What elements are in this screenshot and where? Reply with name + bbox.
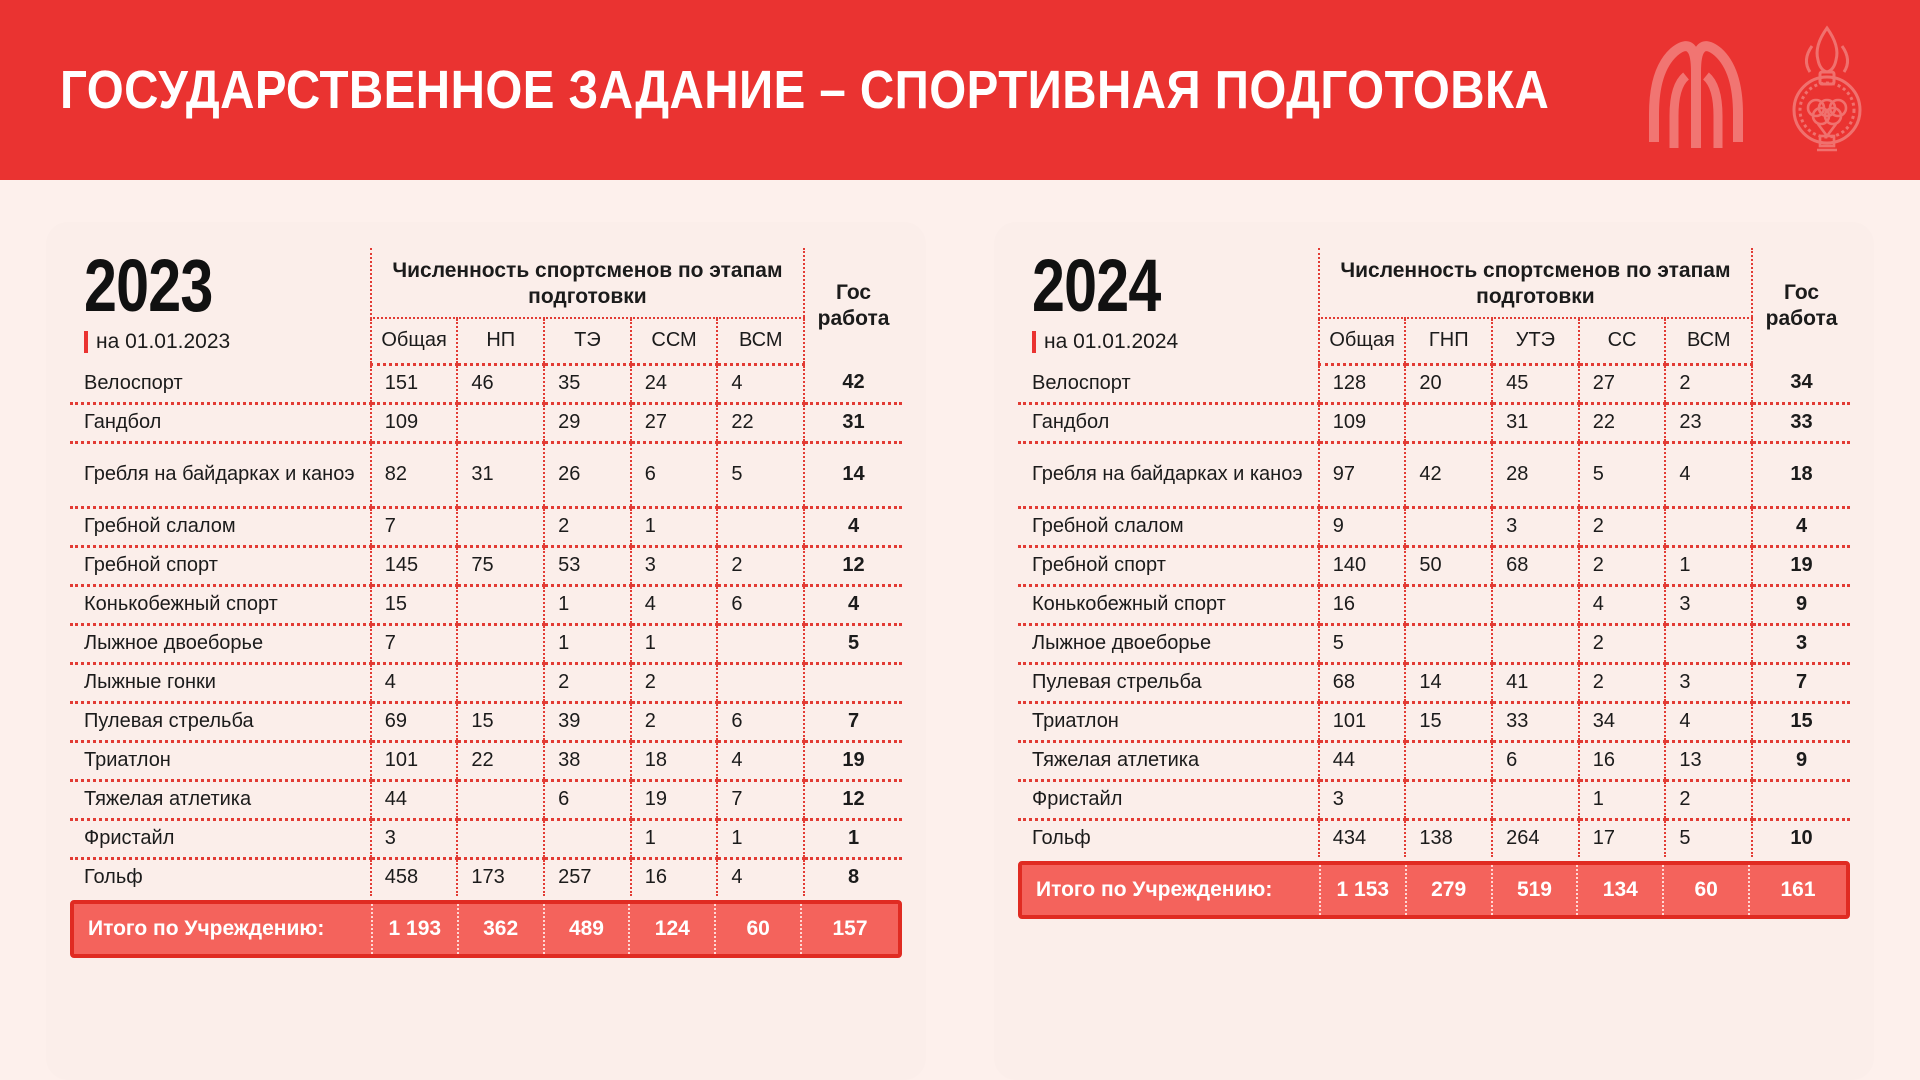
cell-2: 68 — [1492, 546, 1579, 585]
cell-2: 39 — [544, 702, 631, 741]
sport-name: Триатлон — [70, 741, 371, 780]
sport-name: Лыжные гонки — [70, 663, 371, 702]
accent-bar-icon — [1032, 331, 1036, 353]
table-head — [70, 244, 902, 364]
cell-2: 257 — [544, 858, 631, 896]
sport-name: Пулевая стрельба — [1018, 663, 1319, 702]
cell-4: 2 — [1665, 780, 1752, 819]
cell-1 — [1405, 585, 1492, 624]
cell-1 — [457, 819, 544, 858]
table-body-2023 — [70, 364, 902, 896]
total-gos: 161 — [1749, 865, 1846, 915]
sport-name: Гандбол — [70, 403, 371, 442]
cell-0: 7 — [371, 624, 458, 663]
cell-2 — [1492, 780, 1579, 819]
cell-3: 18 — [631, 741, 718, 780]
cell-2: 28 — [1492, 442, 1579, 507]
col-header-1: ГНП — [1405, 318, 1492, 364]
cell-4: 4 — [717, 741, 804, 780]
cell-2: 1 — [544, 624, 631, 663]
cell-4: 4 — [1665, 702, 1752, 741]
sport-name: Гребной слалом — [70, 507, 371, 546]
cell-3: 2 — [1579, 624, 1666, 663]
cell-0: 3 — [371, 819, 458, 858]
cell-1 — [1405, 403, 1492, 442]
sport-name: Велоспорт — [70, 364, 371, 403]
cell-1 — [457, 585, 544, 624]
cell-3: 16 — [631, 858, 718, 896]
cell-3: 1 — [1579, 780, 1666, 819]
cell-gos: 34 — [1752, 364, 1850, 403]
cell-1 — [457, 624, 544, 663]
cell-4 — [717, 624, 804, 663]
cell-4: 4 — [1665, 442, 1752, 507]
total-value-2: 489 — [544, 904, 630, 954]
cell-3: 1 — [631, 819, 718, 858]
page-title: ГОСУДАРСТВЕННОЕ ЗАДАНИЕ – СПОРТИВНАЯ ПОДГОТОВКА — [60, 60, 1550, 120]
cell-3: 17 — [1579, 819, 1666, 857]
cell-4: 4 — [717, 364, 804, 403]
cell-4 — [717, 507, 804, 546]
cell-1: 14 — [1405, 663, 1492, 702]
cell-1 — [457, 507, 544, 546]
sport-name: Конькобежный спорт — [1018, 585, 1319, 624]
cell-1: 31 — [457, 442, 544, 507]
table-head — [1018, 244, 1850, 364]
cell-4: 1 — [717, 819, 804, 858]
total-value-0: 1 153 — [1320, 865, 1406, 915]
cell-1 — [1405, 741, 1492, 780]
table-row — [70, 702, 902, 741]
cell-gos: 4 — [804, 585, 902, 624]
cell-gos: 15 — [1752, 702, 1850, 741]
cell-4: 13 — [1665, 741, 1752, 780]
table-row — [1018, 780, 1850, 819]
col-header-2: УТЭ — [1492, 318, 1579, 364]
header-logos — [1648, 0, 1870, 180]
cell-gos: 4 — [1752, 507, 1850, 546]
cell-3: 6 — [631, 442, 718, 507]
cell-gos: 9 — [1752, 741, 1850, 780]
table-2024 — [1018, 244, 1850, 857]
sport-name: Конькобежный спорт — [70, 585, 371, 624]
cell-0: 128 — [1319, 364, 1406, 403]
cell-gos: 4 — [804, 507, 902, 546]
sport-name: Гандбол — [1018, 403, 1319, 442]
cell-3: 16 — [1579, 741, 1666, 780]
cell-3: 2 — [1579, 663, 1666, 702]
col-header-1: НП — [457, 318, 544, 364]
cell-2: 41 — [1492, 663, 1579, 702]
col-header-4: ВСМ — [1665, 318, 1752, 364]
cell-3: 3 — [631, 546, 718, 585]
table-row — [70, 442, 902, 507]
cell-2 — [544, 819, 631, 858]
cell-0: 109 — [1319, 403, 1406, 442]
total-label: Итого по Учреждению: — [88, 916, 325, 940]
gos-header: Гос работа — [804, 248, 902, 364]
as-of-label: на 01.01.2024 — [1044, 330, 1179, 354]
cell-gos: 33 — [1752, 403, 1850, 442]
cell-4: 3 — [1665, 663, 1752, 702]
cell-0: 151 — [371, 364, 458, 403]
cell-3: 2 — [631, 663, 718, 702]
table-body-2024 — [1018, 364, 1850, 857]
cell-1: 42 — [1405, 442, 1492, 507]
col-header-3: СС — [1579, 318, 1666, 364]
cell-1 — [457, 663, 544, 702]
sport-name: Тяжелая атлетика — [70, 780, 371, 819]
cell-gos: 7 — [1752, 663, 1850, 702]
table-row — [1018, 442, 1850, 507]
cell-0: 4 — [371, 663, 458, 702]
as-of-label: на 01.01.2023 — [96, 330, 231, 354]
table-row — [1018, 624, 1850, 663]
sport-name: Тяжелая атлетика — [1018, 741, 1319, 780]
cell-gos: 9 — [1752, 585, 1850, 624]
total-value-0: 1 193 — [372, 904, 458, 954]
cell-2: 35 — [544, 364, 631, 403]
cell-2: 2 — [544, 507, 631, 546]
cell-4: 5 — [717, 442, 804, 507]
cell-2 — [1492, 585, 1579, 624]
sport-name: Гребной спорт — [1018, 546, 1319, 585]
cell-0: 68 — [1319, 663, 1406, 702]
table-row — [1018, 819, 1850, 857]
total-label: Итого по Учреждению: — [1036, 877, 1273, 901]
table-row — [1018, 741, 1850, 780]
table-row — [70, 663, 902, 702]
total-value-3: 124 — [629, 904, 715, 954]
total-gos: 157 — [801, 904, 898, 954]
cell-4: 6 — [717, 585, 804, 624]
cell-3: 5 — [1579, 442, 1666, 507]
cell-2: 6 — [1492, 741, 1579, 780]
cell-3: 2 — [1579, 507, 1666, 546]
cell-0: 101 — [371, 741, 458, 780]
cell-gos: 42 — [804, 364, 902, 403]
cell-2: 31 — [1492, 403, 1579, 442]
panel-2023 — [46, 222, 926, 1080]
cell-0: 15 — [371, 585, 458, 624]
cell-gos: 10 — [1752, 819, 1850, 857]
cell-1: 46 — [457, 364, 544, 403]
col-header-3: ССМ — [631, 318, 718, 364]
cell-2: 3 — [1492, 507, 1579, 546]
cell-gos: 18 — [1752, 442, 1850, 507]
cell-4: 7 — [717, 780, 804, 819]
table-row — [70, 819, 902, 858]
sport-name: Фристайл — [1018, 780, 1319, 819]
group-header: Численность спортсменов по этапам подготовки — [1319, 248, 1752, 318]
col-header-0: Общая — [1319, 318, 1406, 364]
col-header-4: ВСМ — [717, 318, 804, 364]
sport-name: Гребля на байдарках и каноэ — [70, 442, 371, 507]
cell-1 — [457, 780, 544, 819]
moscomsport-chevron-logo-icon — [1648, 30, 1744, 150]
cell-0: 140 — [1319, 546, 1406, 585]
cell-2: 38 — [544, 741, 631, 780]
cell-1 — [1405, 780, 1492, 819]
table-row — [70, 507, 902, 546]
total-value-4: 60 — [715, 904, 801, 954]
table-row — [70, 403, 902, 442]
sport-name: Гольф — [84, 866, 143, 889]
year-label: 2024 — [1032, 244, 1161, 327]
cell-1: 15 — [1405, 702, 1492, 741]
sport-name: Лыжное двоеборье — [1018, 624, 1319, 663]
cell-3: 4 — [631, 585, 718, 624]
cell-gos: 7 — [804, 702, 902, 741]
cell-1: 50 — [1405, 546, 1492, 585]
cell-0: 3 — [1319, 780, 1406, 819]
cell-3: 4 — [1579, 585, 1666, 624]
cell-3: 19 — [631, 780, 718, 819]
cell-gos: 1 — [804, 819, 902, 858]
cell-gos: 5 — [804, 624, 902, 663]
cell-gos: 3 — [1752, 624, 1850, 663]
cell-0: 145 — [371, 546, 458, 585]
cell-2: 29 — [544, 403, 631, 442]
total-row-2023 — [70, 900, 902, 958]
tables-container — [0, 180, 1920, 1080]
cell-4: 1 — [1665, 546, 1752, 585]
cell-2: 33 — [1492, 702, 1579, 741]
cell-4 — [1665, 624, 1752, 663]
total-value-3: 134 — [1577, 865, 1663, 915]
sport-name: Гребля на байдарках и каноэ — [1018, 442, 1319, 507]
cell-0: 82 — [371, 442, 458, 507]
cell-gos: 31 — [804, 403, 902, 442]
cell-2: 264 — [1492, 819, 1579, 857]
page-header — [0, 0, 1920, 180]
table-row — [70, 546, 902, 585]
cell-2: 45 — [1492, 364, 1579, 403]
cell-gos: 12 — [804, 546, 902, 585]
cell-4 — [717, 663, 804, 702]
cell-0: 7 — [371, 507, 458, 546]
cell-2: 2 — [544, 663, 631, 702]
cell-0: 5 — [1319, 624, 1406, 663]
total-value-4: 60 — [1663, 865, 1749, 915]
cell-3: 24 — [631, 364, 718, 403]
gos-header: Гос работа — [1752, 248, 1850, 364]
table-row — [1018, 364, 1850, 403]
cell-3: 1 — [631, 507, 718, 546]
cell-gos: 12 — [804, 780, 902, 819]
olympic-torch-emblem-logo-icon — [1784, 24, 1870, 156]
cell-1 — [1405, 507, 1492, 546]
cell-1: 15 — [457, 702, 544, 741]
cell-0: 458 — [371, 858, 458, 896]
table-row — [70, 858, 902, 896]
table-row — [1018, 702, 1850, 741]
cell-1: 22 — [457, 741, 544, 780]
cell-0: 109 — [371, 403, 458, 442]
total-value-2: 519 — [1492, 865, 1578, 915]
cell-3: 2 — [631, 702, 718, 741]
table-row — [1018, 663, 1850, 702]
cell-0: 44 — [371, 780, 458, 819]
cell-4: 2 — [1665, 364, 1752, 403]
cell-0: 16 — [1319, 585, 1406, 624]
cell-0: 434 — [1319, 819, 1406, 857]
table-row — [70, 780, 902, 819]
cell-2: 6 — [544, 780, 631, 819]
cell-4: 2 — [717, 546, 804, 585]
table-row — [1018, 585, 1850, 624]
table-row — [1018, 507, 1850, 546]
cell-1: 75 — [457, 546, 544, 585]
cell-0: 101 — [1319, 702, 1406, 741]
panel-2024 — [994, 222, 1874, 1080]
cell-4 — [1665, 507, 1752, 546]
col-header-2: ТЭ — [544, 318, 631, 364]
total-value-1: 362 — [458, 904, 544, 954]
cell-1: 138 — [1405, 819, 1492, 857]
cell-0: 44 — [1319, 741, 1406, 780]
cell-1 — [457, 403, 544, 442]
cell-gos: 19 — [1752, 546, 1850, 585]
cell-2: 1 — [544, 585, 631, 624]
sport-name: Пулевая стрельба — [70, 702, 371, 741]
cell-4: 22 — [717, 403, 804, 442]
cell-0: 69 — [371, 702, 458, 741]
sport-name: Велоспорт — [1018, 364, 1319, 403]
cell-3: 1 — [631, 624, 718, 663]
cell-4: 3 — [1665, 585, 1752, 624]
sport-name: Гребной спорт — [70, 546, 371, 585]
cell-gos — [804, 663, 902, 702]
cell-3: 22 — [1579, 403, 1666, 442]
group-header: Численность спортсменов по этапам подготовки — [371, 248, 804, 318]
table-row — [70, 364, 902, 403]
accent-bar-icon — [84, 331, 88, 353]
sport-name: Фристайл — [70, 819, 371, 858]
year-block — [1018, 244, 1319, 364]
cell-gos — [1752, 780, 1850, 819]
table-row — [70, 741, 902, 780]
cell-gos: 8 — [804, 858, 902, 896]
as-of-date — [84, 330, 370, 354]
table-row — [70, 585, 902, 624]
cell-1: 173 — [457, 858, 544, 896]
cell-0: 9 — [1319, 507, 1406, 546]
sport-name: Гребной слалом — [1018, 507, 1319, 546]
table-row — [1018, 546, 1850, 585]
cell-4: 5 — [1665, 819, 1752, 857]
col-header-0: Общая — [371, 318, 458, 364]
sport-name: Лыжное двоеборье — [70, 624, 371, 663]
table-2023 — [70, 244, 902, 896]
cell-2: 26 — [544, 442, 631, 507]
as-of-date — [1032, 330, 1318, 354]
cell-1 — [1405, 624, 1492, 663]
cell-4: 4 — [717, 858, 804, 896]
cell-1: 20 — [1405, 364, 1492, 403]
table-row — [1018, 403, 1850, 442]
sport-name: Триатлон — [1018, 702, 1319, 741]
year-label: 2023 — [84, 244, 213, 327]
cell-gos: 14 — [804, 442, 902, 507]
cell-3: 27 — [1579, 364, 1666, 403]
cell-0: 97 — [1319, 442, 1406, 507]
cell-2 — [1492, 624, 1579, 663]
table-row — [70, 624, 902, 663]
year-block — [70, 244, 371, 364]
total-row-2024 — [1018, 861, 1850, 919]
sport-name: Гольф — [1032, 827, 1091, 850]
cell-gos: 19 — [804, 741, 902, 780]
cell-2: 53 — [544, 546, 631, 585]
cell-4: 23 — [1665, 403, 1752, 442]
cell-3: 2 — [1579, 546, 1666, 585]
cell-3: 34 — [1579, 702, 1666, 741]
cell-4: 6 — [717, 702, 804, 741]
total-value-1: 279 — [1406, 865, 1492, 915]
cell-3: 27 — [631, 403, 718, 442]
